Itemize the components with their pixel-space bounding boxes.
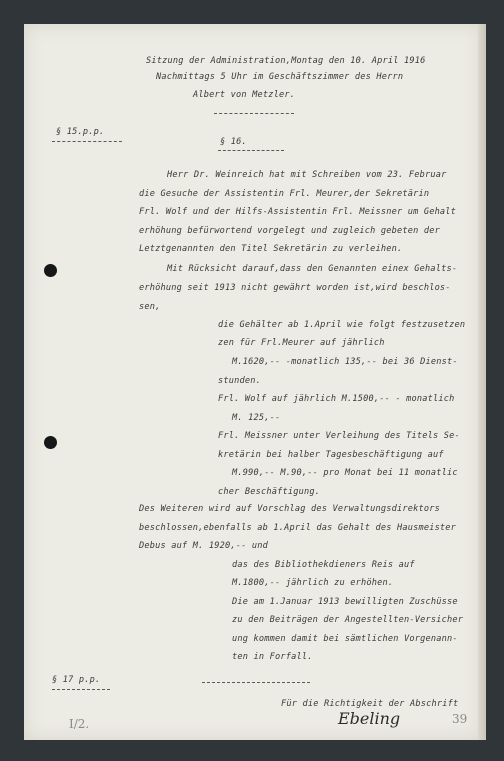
body-line: die Gesuche der Assistentin Frl. Meurer,der Sekretärin xyxy=(139,189,430,199)
salary-line: M.1620,-- -monatlich 135,-- bei 36 Dienst- xyxy=(232,357,458,367)
signature: Ebeling xyxy=(338,709,401,728)
left-ref-bottom: § 17 p.p. xyxy=(52,675,101,685)
body-line: Herr Dr. Weinreich hat mit Schreiben vom 23. Februar xyxy=(167,170,447,180)
header-line-1: Sitzung der Administration,Montag den 10. April 1916 xyxy=(146,56,426,66)
salary-line: M.990,-- M.90,-- pro Monat bei 11 monatlic xyxy=(232,468,458,478)
section-title-rule xyxy=(218,150,284,151)
further-list-line: Die am 1.Januar 1913 bewilligten Zuschüsse xyxy=(232,597,458,607)
body-line: erhöhung befürwortend vorgelegt und zugleich gebeten der xyxy=(139,226,440,236)
pencil-mark-left: I/2. xyxy=(69,717,90,731)
header-rule xyxy=(214,113,294,114)
further-list-line: zu den Beiträgen der Angestellten-Versicher xyxy=(232,615,464,625)
further-line: beschlossen,ebenfalls ab 1.April das Gehalt des Hausmeister xyxy=(139,523,457,533)
further-list-line: M.1800,-- jährlich zu erhöhen. xyxy=(232,578,394,588)
section-title: § 16. xyxy=(220,137,247,147)
left-ref-bottom-rule xyxy=(52,689,110,690)
salary-line: M. 125,-- xyxy=(232,413,281,423)
body-line: Letztgenannten den Titel Sekretärin zu verleihen. xyxy=(139,244,403,254)
punch-hole-top xyxy=(44,264,57,277)
header-line-2: Nachmittags 5 Uhr im Geschäftszimmer des Herrn xyxy=(156,72,404,82)
left-ref-top-rule xyxy=(52,141,122,142)
body-line: sen, xyxy=(139,302,161,312)
certification-line: Für die Richtigkeit der Abschrift xyxy=(281,699,459,709)
header-line-3: Albert von Metzler. xyxy=(193,90,296,100)
further-list-line: das des Bibliothekdieners Reis auf xyxy=(232,560,415,570)
salary-line: kretärin bei halber Tagesbeschäftigung auf xyxy=(218,450,444,460)
further-line: Debus auf M. 1920,-- und xyxy=(139,541,268,551)
salary-line: Frl. Wolf auf jährlich M.1500,-- - monatlich xyxy=(218,394,455,404)
punch-hole-bottom xyxy=(44,436,57,449)
body-line: Mit Rücksicht darauf,dass den Genannten einex Gehalts- xyxy=(167,264,458,274)
salary-line: cher Beschäftigung. xyxy=(218,487,321,497)
closing-rule xyxy=(202,682,310,683)
page-edge xyxy=(478,24,486,740)
salary-line: stunden. xyxy=(218,376,261,386)
further-list-line: ten in Forfall. xyxy=(232,652,313,662)
body-line: erhöhung seit 1913 nicht gewährt worden ist,wird beschlos- xyxy=(139,283,451,293)
left-ref-top: § 15.p.p. xyxy=(56,127,105,137)
further-line: Des Weiteren wird auf Vorschlag des Verwaltungsdirektors xyxy=(139,504,440,514)
salary-line: zen für Frl.Meurer auf jährlich xyxy=(218,338,385,348)
pencil-page-number: 39 xyxy=(452,712,468,726)
salary-line: Frl. Meissner unter Verleihung des Titels Se- xyxy=(218,431,460,441)
further-list-line: ung kommen damit bei sämtlichen Vorgenann- xyxy=(232,634,458,644)
salary-line: die Gehälter ab 1.April wie folgt festzusetzen xyxy=(218,320,466,330)
body-line: Frl. Wolf und der Hilfs-Assistentin Frl. Meissner um Gehalt xyxy=(139,207,457,217)
